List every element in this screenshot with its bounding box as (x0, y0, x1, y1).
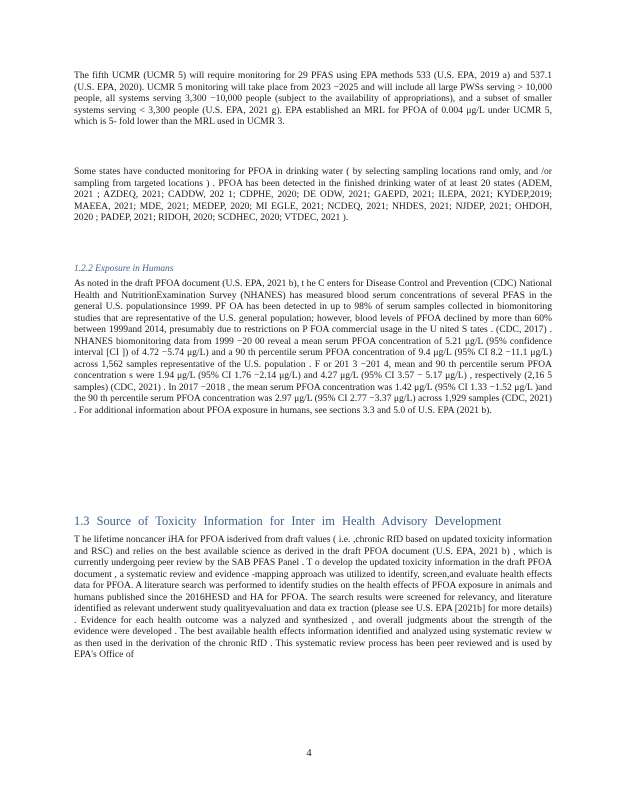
paragraph-ucmr5: The fifth UCMR (UCMR 5) will require monitoring for 29 PFAS using EPA methods 533 (U.S. EPA, 2019 a) and 537.1 (U.S. EPA, 2020). UCMR 5 monitoring will take place from 2023 −2025 and will include all large PWSs serving > 10,000 people, all systems serving 3,300 −10,000 people (subject to the availability of appropriations), and a subset of smaller systems serving < 3,300 people (U.S. EPA, 2021 g). EPA established an MRL for PFOA of 0.004 μg/L under UCMR 5, which is 5- fold lower than the MRL used in UCMR 3. (74, 70, 552, 128)
section-heading-toxicity-source: 1.3 Source of Toxicity Information for Inter im Health Advisory Development (74, 514, 502, 528)
subsection-heading-exposure: 1.2.2 Exposure in Humans (74, 264, 174, 274)
paragraph-toxicity-information: T he lifetime noncancer iHA for PFOA isderived from draft values ( i.e. ,chronic RfD based on updated toxicity information and RSC) and relies on the best available science as derived in the draft PFOA document (U.S. EPA, 2021 b) , which is currently undergoing peer review by the SAB PFAS Panel . T o develop the updated toxicity information in the draft PFOA document , a systematic review and evidence -mapping approach was utilized to identify, screen,and evaluate health effects data for PFOA. A literature search was performed to identify studies on the health effects of PFOA exposure in animals and humans published since the 2016HESD and HA for PFOA. The search results were screened for relevancy, and literature identified as relevant underwent study qualityevaluation and data ex traction (please see U.S. EPA [2021b] for more details) . Evidence for each health outcome was a nalyzed and synthesized , and overall judgments about the strength of the evidence were developed . The best available health effects information identified and analyzed using systematic review w as then used in the derivation of the chronic RfD . This systematic review process has been peer reviewed and is used by EPA's Office of (74, 534, 552, 661)
page-number: 4 (306, 748, 312, 759)
paragraph-exposure-humans: As noted in the draft PFOA document (U.S. EPA, 2021 b), t he C enters for Disease Control and Prevention (CDC) National Health and NutritionExamination Survey (NHANES) has measured blood serum concentrations of several PFAS in the general U.S. populationsince 1999. PF OA has been detected in up to 98% of serum samples collected in biomonitoring studies that are representative of the U.S. general population; however, blood levels of PFOA declined by more than 60% between 1999and 2014, presumably due to restrictions on P FOA commercial usage in the U nited S tates . (CDC, 2017) . NHANES biomonitoring data from 1999 −20 00 reveal a mean serum PFOA concentration of 5.21 μg/L (95% confidence interval [CI ]) of 4.72 −5.74 μg/L) and a 90 th percentile serum PFOA concentration of 9.4 μg/L (95% CI 8.2 −11.1 μg/L) across 1,562 samples representative of the U.S. population . F or 201 3 −201 4, mean and 90 th percentile serum PFOA concentration s were 1.94 μg/L (95% CI 1.76 −2.14 μg/L) and 4.27 μg/L (95% CI 3.57 − 5.17 μg/L) , respectively (2,16 5 samples) (CDC, 2021) . In 2017 −2018 , the mean serum PFOA concentration was 1.42 μg/L (95% CI 1.33 −1.52 μg/L )and the 90 th percentile serum PFOA concentration was 2.97 μg/L (95% CI 2.77 −3.37 μg/L) across 1,929 samples (CDC, 2021) . For additional information about PFOA exposure in humans, see sections 3.3 and 5.0 of U.S. EPA (2021 b). (74, 278, 552, 417)
paragraph-state-monitoring: Some states have conducted monitoring for PFOA in drinking water ( by selecting sampling locations rand omly, and /or sampling from targeted locations ) . PFOA has been detected in the finished drinking water of at least 20 states (ADEM, 2021 ; AZDEQ, 2021; CADDW, 202 1; CDPHE, 2020; DE ODW, 2021; GAEPD, 2021; ILEPA, 2021; KYDEP,2019; MAEEA, 2021; MDE, 2021; MEDEP, 2020; MI EGLE, 2021; NCDEQ, 2021; NHDES, 2021; NJDEP, 2021; OHDOH, 2020 ; PADEP, 2021; RIDOH, 2020; SCDHEC, 2020; VTDEC, 2021 ). (74, 166, 552, 224)
